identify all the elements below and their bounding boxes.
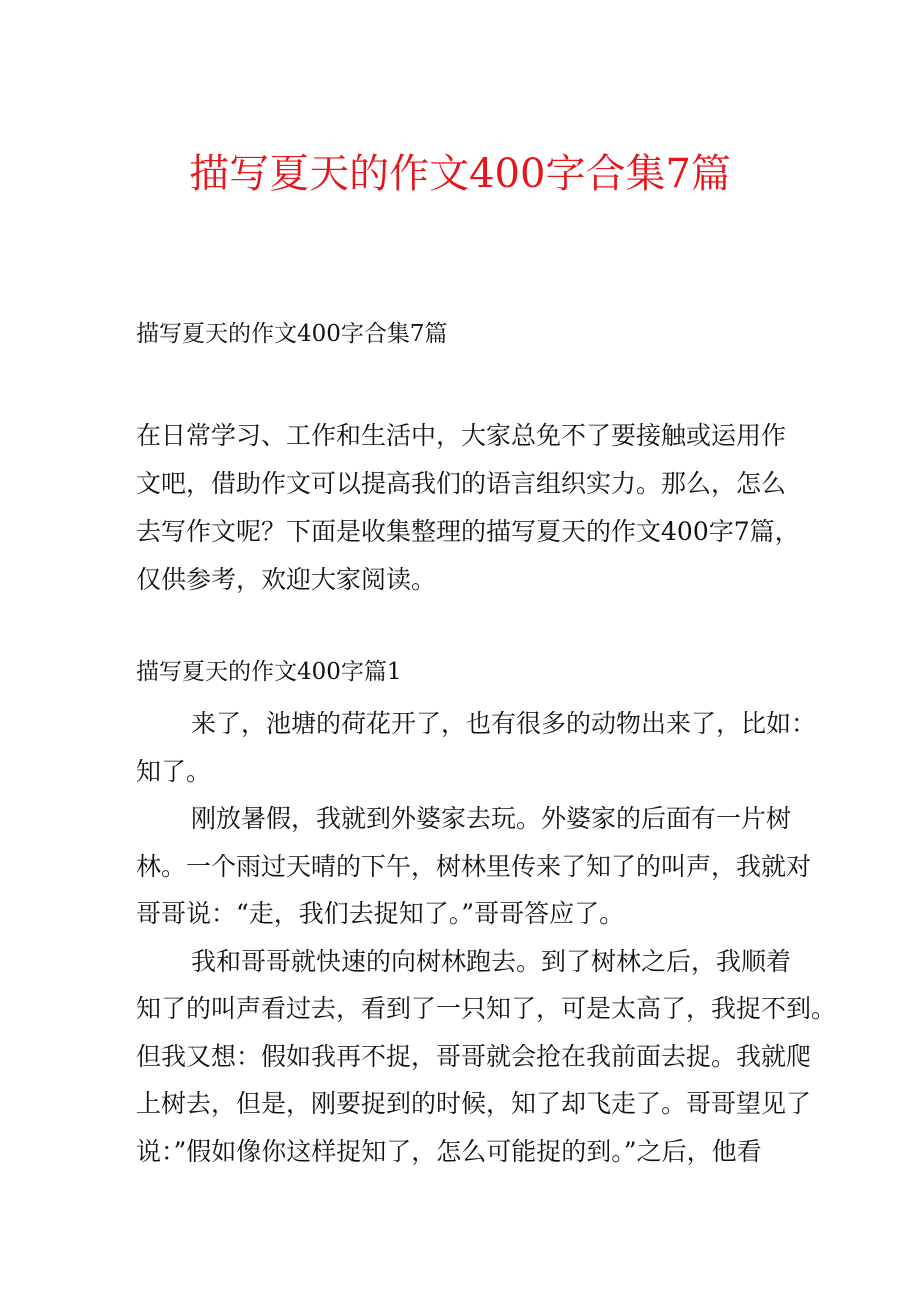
intro-line: 在日常学习、工作和生活中，大家总免不了要接触或运用作 bbox=[136, 421, 787, 450]
intro-line: 文吧，借助作文可以提高我们的语言组织实力。那么，怎么 bbox=[136, 469, 787, 498]
essay-line: 我和哥哥就快速的向树林跑去。到了树林之后，我顺着 bbox=[191, 946, 792, 976]
essay-line: 来了，池塘的荷花开了，也有很多的动物出来了，比如： bbox=[191, 709, 817, 738]
essay-line: 知了的叫声看过去，看到了一只知了，可是太高了，我捉不到。 bbox=[136, 994, 837, 1023]
section-heading: 描写夏天的作文400字篇1 bbox=[136, 659, 402, 685]
document-title: 描写夏天的作文400字合集7篇 bbox=[189, 151, 731, 197]
essay-line: 但我又想：假如我再不捉，哥哥就会抢在我前面去捉。我就爬 bbox=[136, 1041, 812, 1071]
essay-line: 上树去，但是，刚要捉到的时候，知了却飞走了。哥哥望见了 bbox=[136, 1089, 812, 1118]
document-subtitle: 描写夏天的作文400字合集7篇 bbox=[136, 321, 448, 347]
intro-line: 去写作文呢？下面是收集整理的描写夏天的作文400字7篇， bbox=[136, 517, 800, 546]
essay-line: 哥哥说：“走，我们去捉知了。”哥哥答应了。 bbox=[136, 899, 625, 928]
essay-line: 刚放暑假，我就到外婆家去玩。外婆家的后面有一片树 bbox=[191, 804, 792, 833]
essay-body bbox=[136, 700, 837, 1175]
intro-paragraph bbox=[136, 412, 800, 604]
essay-line: 林。一个雨过天晴的下午，树林里传来了知了的叫声，我就对 bbox=[136, 851, 812, 881]
essay-line: 说：”假如像你这样捉知了，怎么可能捉的到。”之后，他看 bbox=[136, 1136, 762, 1166]
intro-line: 仅供参考，欢迎大家阅读。 bbox=[136, 565, 437, 594]
essay-line: 知了。 bbox=[136, 756, 212, 786]
